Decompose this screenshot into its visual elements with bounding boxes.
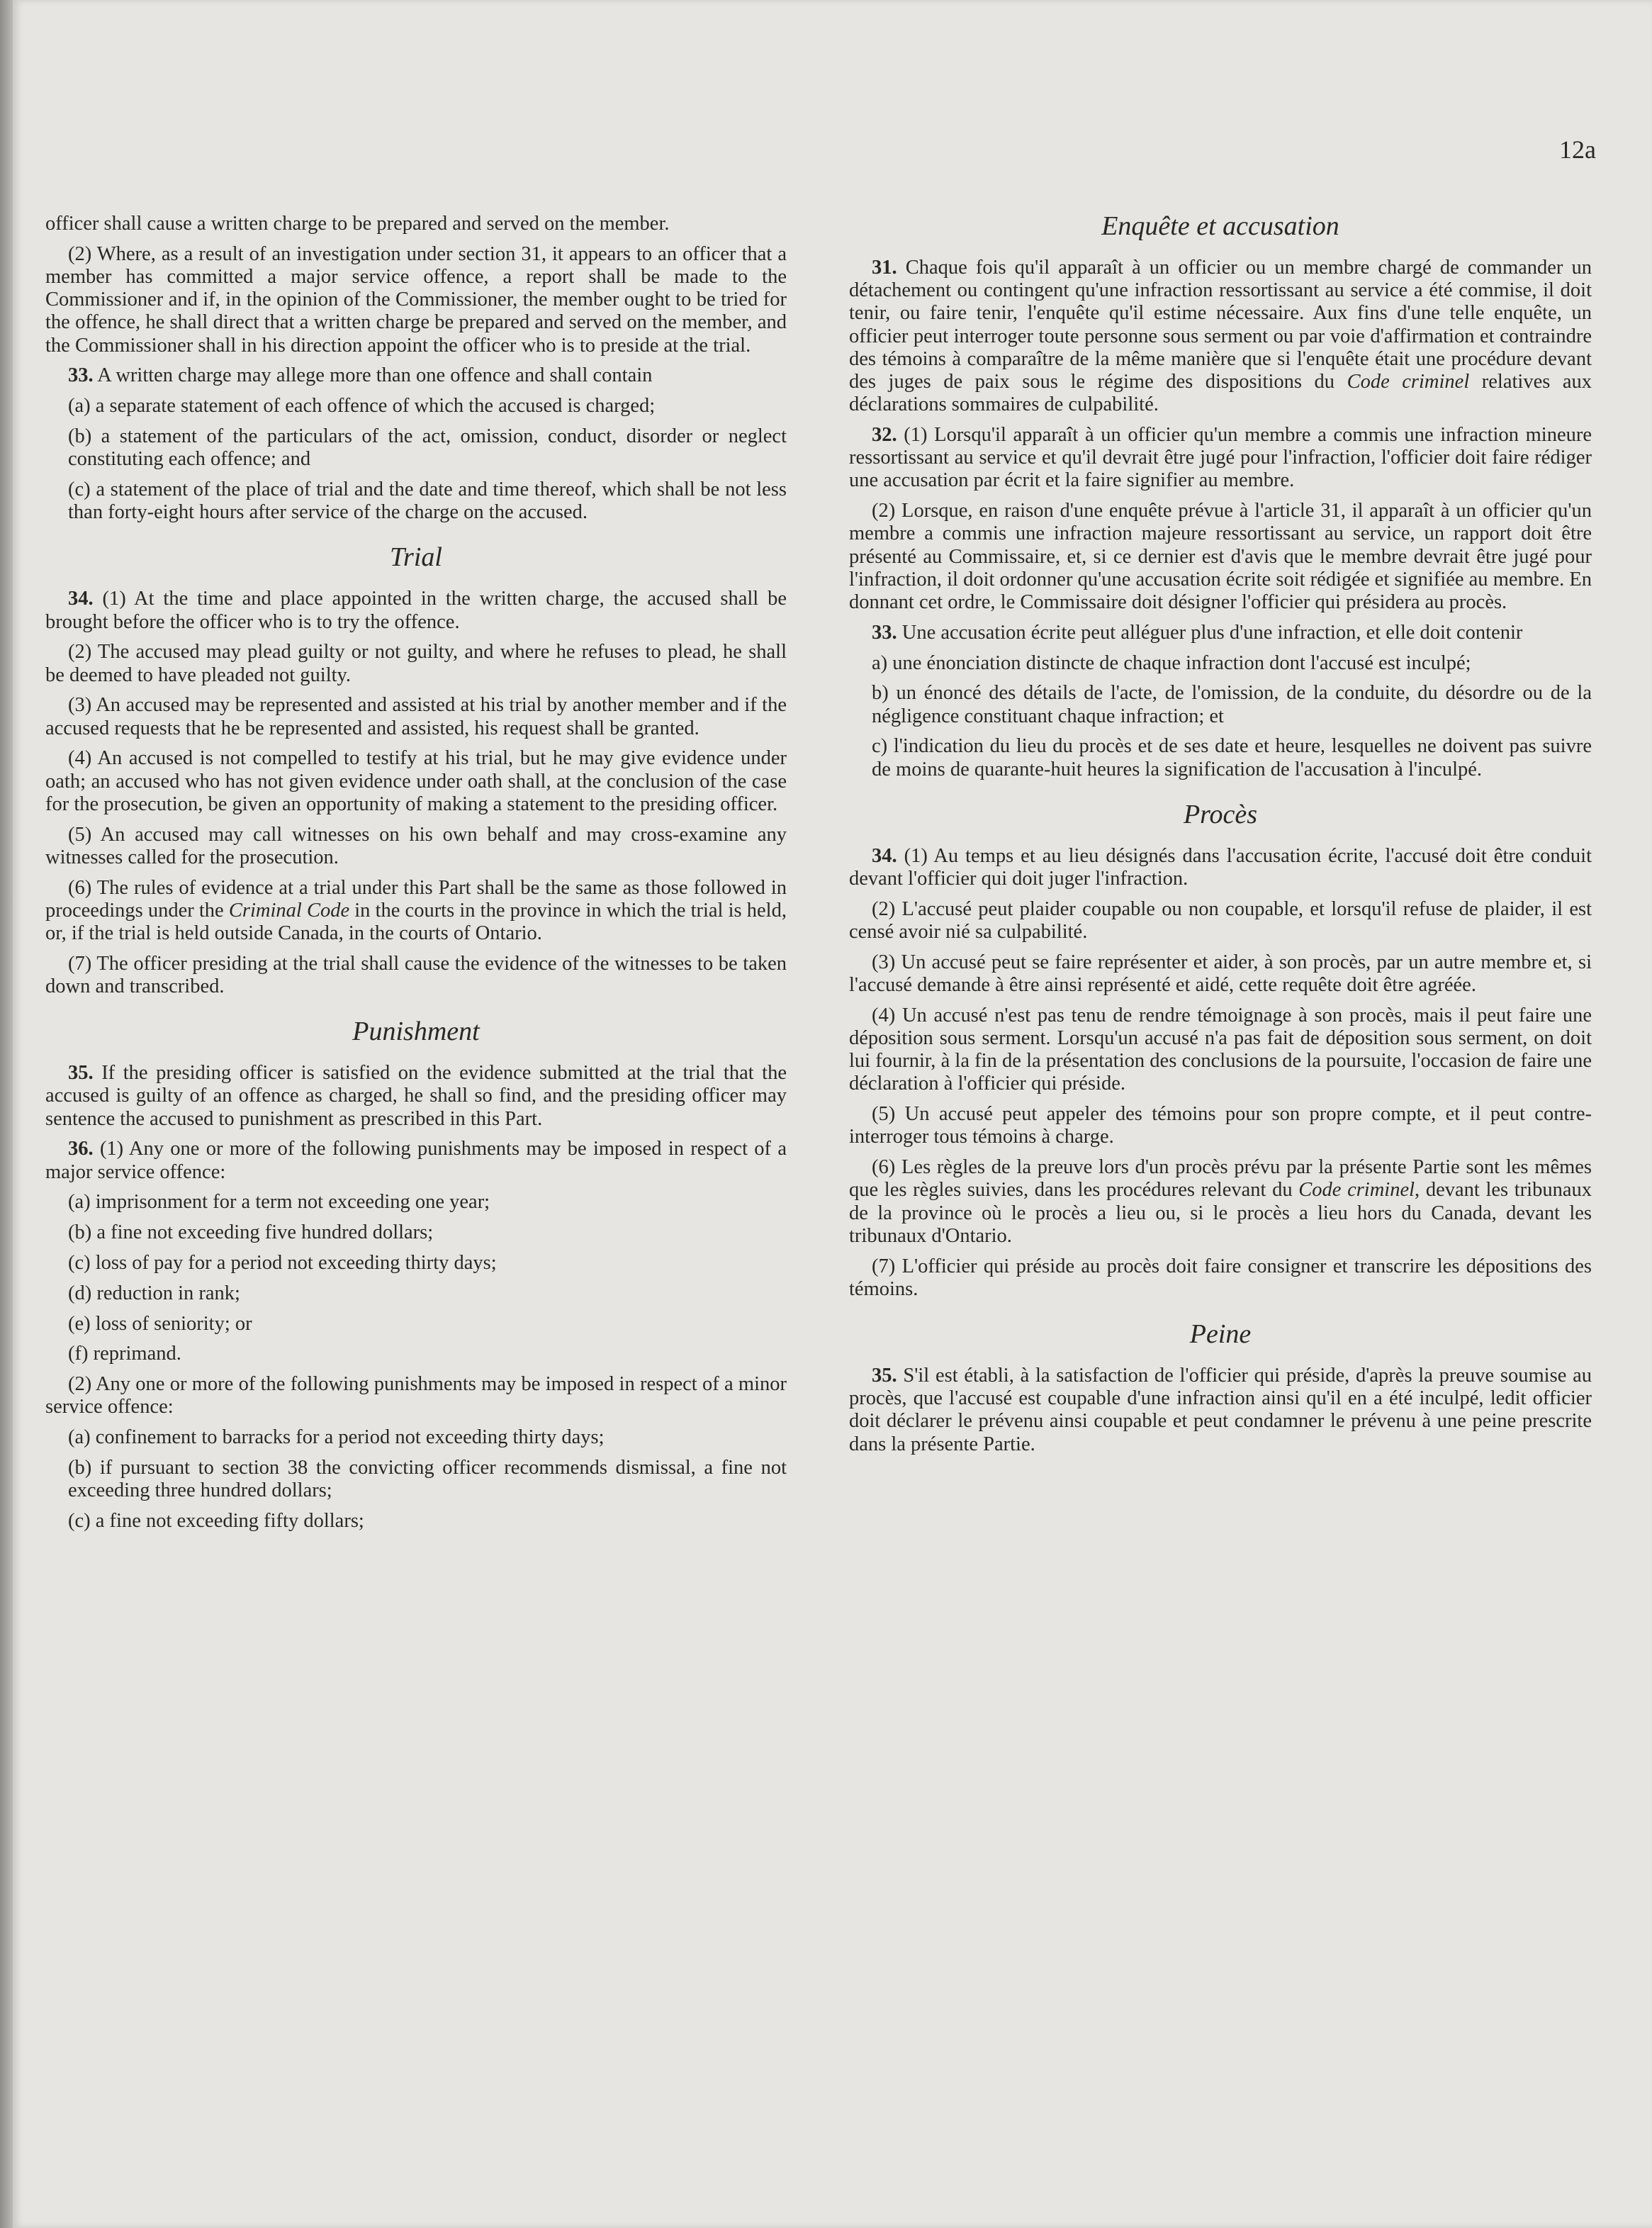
paragraph-33-c: c) l'indication du lieu du procès et de ses date et heure, lesquelles ne doivent pas suivre de moins de quarante-huit heures la signification de l'accusation à l'inculpé. bbox=[872, 735, 1592, 780]
page-number: 12a bbox=[1559, 135, 1596, 164]
paragraph-36-1-f: (f) reprimand. bbox=[68, 1343, 181, 1365]
text-run: in the courts in the province in which the trial is held, or, if the trial is held outside Canada, in the courts of Ontario. bbox=[45, 899, 787, 945]
paragraph-36-1-e: (e) loss of seniority; or bbox=[68, 1312, 252, 1335]
paragraph-36-1-d: (d) reduction in rank; bbox=[68, 1282, 240, 1304]
paragraph-33-b: (b) a statement of the particulars of the act, omission, conduct, disorder or neglect constituting each offence; and bbox=[68, 425, 787, 471]
italic-title: Criminal Code bbox=[228, 899, 350, 922]
section-text: If the presiding officer is satisfied on the evidence submitted at the trial that the accused is guilty of an offence as charged, he shall so find, and the presiding officer may sentence the accused to punishment as prescribed in this Part. bbox=[45, 1062, 787, 1130]
paragraph-34-2: (2) The accused may plead guilty or not guilty, and where he refuses to plead, he shall be deemed to have pleaded not guilty. bbox=[45, 641, 787, 686]
paragraph-34-7: (7) The officer presiding at the trial shall cause the evidence of the witnesses to be taken down and transcribed. bbox=[45, 952, 787, 998]
italic-title: Code criminel bbox=[1347, 371, 1470, 393]
section-text: A written charge may allege more than one offence and shall contain bbox=[97, 364, 653, 387]
paragraph-34-6 bbox=[45, 877, 787, 946]
section-text: (1) At the time and place appointed in the written charge, the accused shall be brought before the officer who is to try the offence. bbox=[45, 588, 787, 633]
section-33 bbox=[45, 364, 787, 387]
paragraph-34-4: (4) Un accusé n'est pas tenu de rendre témoignage à son procès, mais il peut faire une déposition sous serment. Lorsqu'un accusé n'a pas fait de déposition sous serment, on doit lui fournir, à la fin de la présentation des conclusions de la poursuite, l'occasion de faire une déclaration à l'officier qui préside. bbox=[849, 1004, 1592, 1095]
section-text: S'il est établi, à la satisfaction de l'officier qui préside, d'après la preuve soumise au procès, que l'accusé est coupable d'une infraction ainsi qu'il en a été inculpé, ledit officier doit déclarer le prévenu ainsi coupable et peut condamner le prévenu à une peine prescrite dans la présente Partie. bbox=[849, 1365, 1592, 1455]
text-run: Chaque fois qu'il apparaît à un officier ou un membre chargé de commander un détachement ou contingent qu'une infraction ressortissant au service a été commise, il doit tenir, ou faire tenir, l'enquête qu'il estime nécessaire. Aux fins d'une telle enquête, un officier peut interroger toute personne sous serment ou par voie d'affirmation et contraindre des témoins à comparaître de la même manière que si l'enquête était une procédure devant des juges de paix sous le régime des dispositions du bbox=[849, 257, 1592, 393]
section-text: (1) Au temps et au lieu désignés dans l'accusation écrite, l'accusé doit être conduit devant l'officier qui doit juger l'infraction. bbox=[849, 844, 1592, 890]
paragraph-33-a: (a) a separate statement of each offence of which the accused is charged; bbox=[68, 395, 656, 418]
heading-trial: Trial bbox=[390, 542, 442, 573]
paragraph-36-1-c: (c) loss of pay for a period not exceeding thirty days; bbox=[68, 1252, 497, 1275]
paragraph-34-7: (7) L'officier qui préside au procès doit faire consigner et transcrire les dépositions des témoins. bbox=[849, 1255, 1592, 1300]
section-number: 35. bbox=[68, 1062, 94, 1085]
section-text: (1) Lorsqu'il apparaît à un officier qu'un membre a commis une infraction mineure ressortissant au service et qu'il devrait être jugé pour l'infraction, l'officier doit faire rédiger une accusation par écrit et la faire signifier au membre. bbox=[849, 424, 1592, 492]
paragraph-34-3: (3) An accused may be represented and assisted at his trial by another member and if the accused requests that he be represented and assisted, his request shall be granted. bbox=[45, 694, 787, 739]
section-number: 33. bbox=[68, 364, 94, 387]
section-36-1 bbox=[45, 1138, 787, 1183]
section-text: Une accusation écrite peut alléguer plus d'une infraction, et elle doit contenir bbox=[901, 621, 1523, 644]
section-33 bbox=[849, 622, 1592, 644]
italic-title: Code criminel bbox=[1298, 1179, 1415, 1202]
heading-enquete: Enquête et accusation bbox=[1101, 211, 1339, 241]
text-run: (6) Les règles de la preuve lors d'un procès prévu par la présente Partie sont les mêmes que les règles suivies, dans les procédures relevant du bbox=[849, 1156, 1592, 1202]
paragraph-32-2: (2) Where, as a result of an investigation under section 31, it appears to an officer that a member has committed a major service offence, a report shall be made to the Commissioner and if, in the opinion of the Commissioner, the member ought to be tried for the offence, he shall direct that a written charge be prepared and served on the member, and the Commissioner shall in his direction appoint the officer who is to preside at the trial. bbox=[45, 242, 787, 357]
heading-peine: Peine bbox=[1189, 1319, 1252, 1350]
heading-punishment: Punishment bbox=[352, 1017, 480, 1047]
paragraph-36-2-b: (b) if pursuant to section 38 the convicting officer recommends dismissal, a fine not exceeding three hundred dollars; bbox=[68, 1457, 787, 1502]
section-35 bbox=[45, 1062, 787, 1131]
section-text: (1) Any one or more of the following punishments may be imposed in respect of a major service offence: bbox=[45, 1138, 787, 1183]
paragraph-34-6 bbox=[849, 1156, 1592, 1248]
paragraph-33-a: a) une énonciation distincte de chaque infraction dont l'accusé est inculpé; bbox=[872, 651, 1471, 674]
section-number: 33. bbox=[872, 621, 897, 644]
paragraph-34-4: (4) An accused is not compelled to testify at his trial, but he may give evidence under oath; an accused who has not given evidence under oath shall, at the conclusion of the case for the prosecution, be given an opportunity of making a statement to the presiding officer. bbox=[45, 747, 787, 815]
section-number: 34. bbox=[872, 844, 897, 867]
section-31 bbox=[849, 257, 1592, 416]
section-number: 35. bbox=[872, 1365, 897, 1387]
paragraph-36-2-c: (c) a fine not exceeding fifty dollars; bbox=[68, 1510, 364, 1532]
paragraph-36-1-b: (b) a fine not exceeding five hundred dollars; bbox=[68, 1221, 434, 1244]
paragraph-36-1-a: (a) imprisonment for a term not exceeding one year; bbox=[68, 1191, 490, 1214]
paragraph-32-2: (2) Lorsque, en raison d'une enquête prévue à l'article 31, il apparaît à un officier qu'un membre a commis une infraction majeure ressortissant au service, un rapport doit être présenté au Commissaire, et, si ce dernier est d'avis que le membre devrait être jugé pour l'infraction, il doit ordonner qu'une accusation écrite soit rédigée et signifiée au membre. En donnant cet ordre, le Commissaire doit désigner l'officier qui présidera au procès. bbox=[849, 500, 1592, 614]
section-32-1 bbox=[849, 424, 1592, 493]
paragraph-34-5: (5) Un accusé peut appeler des témoins pour son propre compte, et il peut contre-interroger tous témoins à charge. bbox=[849, 1103, 1592, 1148]
section-number: 32. bbox=[872, 424, 897, 447]
paragraph-33-c: (c) a statement of the place of trial and the date and time thereof, which shall be not less than forty-eight hours after service of the charge on the accused. bbox=[68, 478, 787, 524]
paragraph-33-b: b) un énoncé des détails de l'acte, de l'omission, de la conduite, du désordre ou de la négligence constituant chaque infraction; et bbox=[872, 682, 1592, 727]
section-number: 36. bbox=[68, 1138, 94, 1160]
section-34-1 bbox=[849, 845, 1592, 890]
section-number: 31. bbox=[872, 257, 897, 279]
section-35 bbox=[849, 1365, 1592, 1456]
heading-proces: Procès bbox=[1183, 799, 1258, 829]
text-run: (6) The rules of evidence at a trial under this Part shall be the same as those followed in proceedings under the bbox=[45, 876, 787, 922]
french-column bbox=[849, 213, 1592, 1463]
paragraph-36-2: (2) Any one or more of the following punishments may be imposed in respect of a minor service offence: bbox=[45, 1373, 787, 1418]
paragraph-continuation: officer shall cause a written charge to be prepared and served on the member. bbox=[45, 213, 670, 235]
paragraph-34-5: (5) An accused may call witnesses on his own behalf and may cross-examine any witnesses called for the prosecution. bbox=[45, 823, 787, 868]
english-column bbox=[45, 213, 787, 1540]
paragraph-34-3: (3) Un accusé peut se faire représenter et aider, à son procès, par un autre membre et, si l'accusé demande à être ainsi représenté et aidé, cette requête doit être agréée. bbox=[849, 951, 1592, 997]
binding-edge bbox=[0, 0, 13, 2228]
paragraph-34-2: (2) L'accusé peut plaider coupable ou non coupable, et lorsqu'il refuse de plaider, il est censé avoir nié sa culpabilité. bbox=[849, 897, 1592, 944]
section-number: 34. bbox=[68, 588, 94, 610]
paragraph-36-2-a: (a) confinement to barracks for a period not exceeding thirty days; bbox=[68, 1426, 605, 1449]
text-run: , devant les tribunaux de la province où le procès a lieu ou, si le procès a lieu hors du Canada, devant les tribunaux d'Ontario. bbox=[849, 1179, 1592, 1247]
section-34-1 bbox=[45, 588, 787, 633]
text-run: relatives aux déclarations sommaires de culpabilité. bbox=[849, 371, 1592, 416]
